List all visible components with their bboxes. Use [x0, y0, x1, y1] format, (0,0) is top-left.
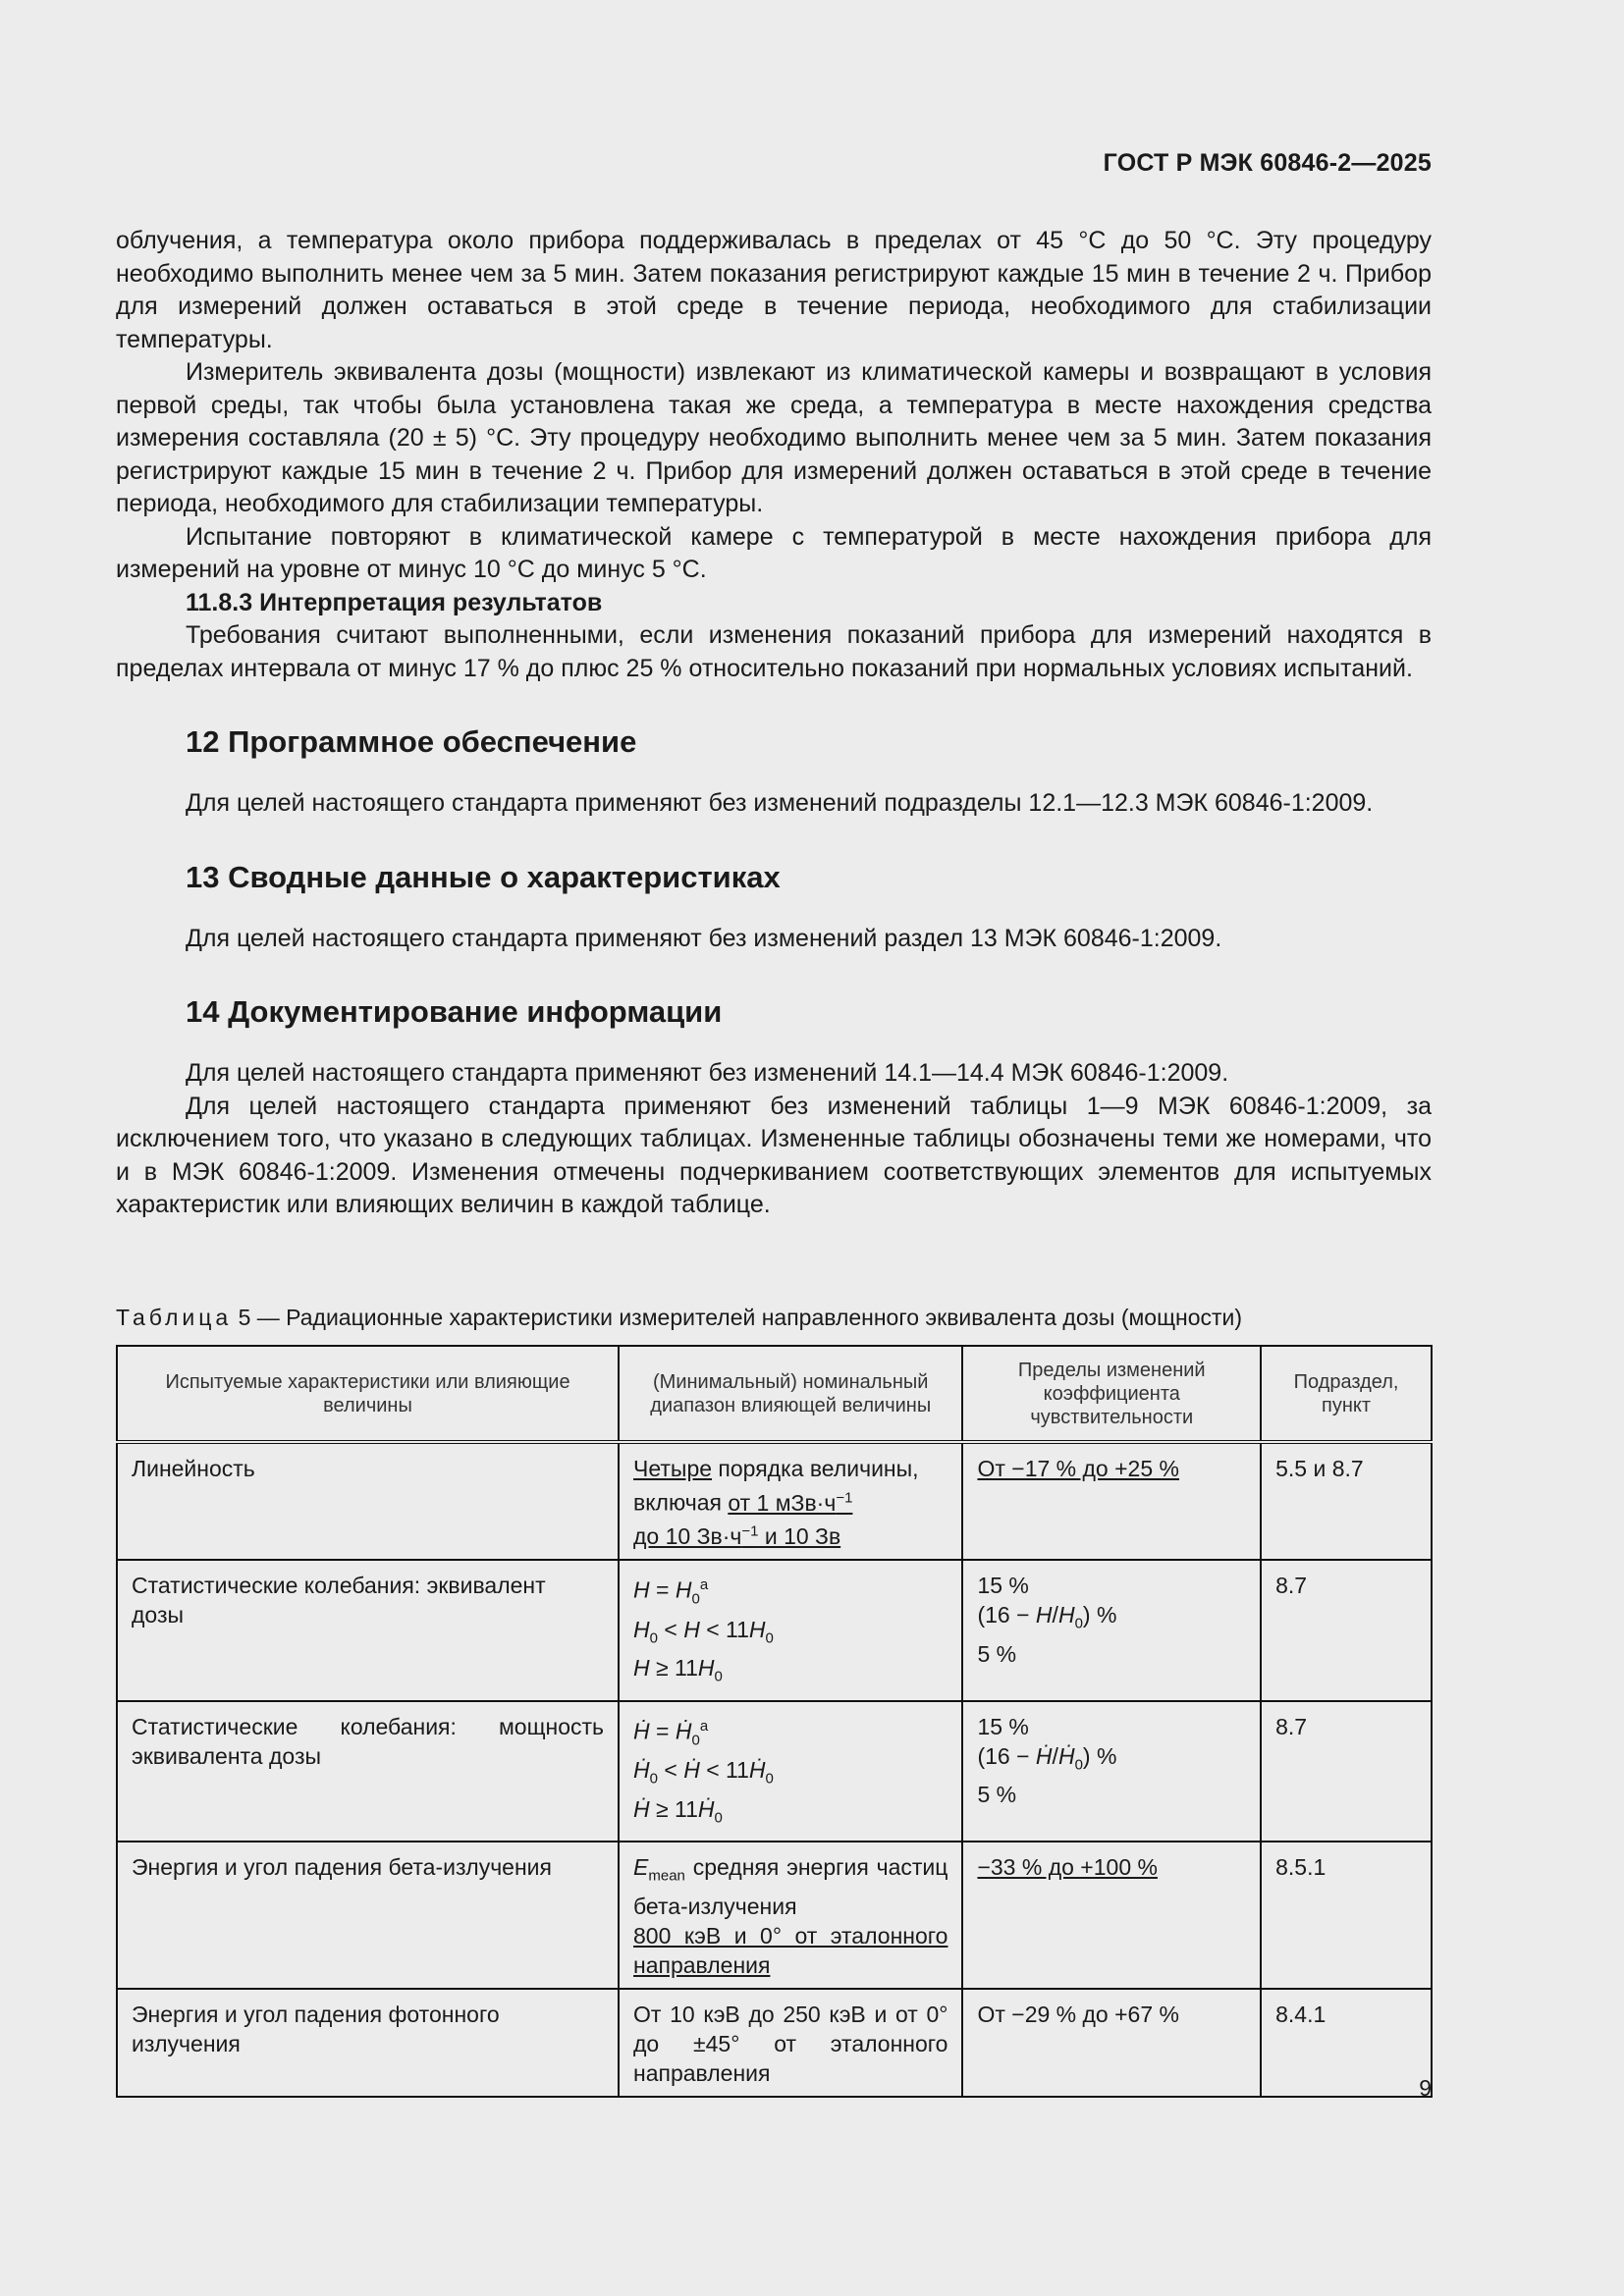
paragraph: Для целей настоящего стандарта применяют без изменений таблицы 1—9 МЭК 60846-1:2009, за исключением того, что указано в следующих таблицах. Измененные таблицы обозначены теми же номерами, что и в МЭК 60846-1:2009. Изменения отмечены подчеркиванием соответствующих элементов для испытуемых характеристик или влияющих величин в каждой таблице.: [116, 1092, 1432, 1218]
table-row: [117, 1842, 1432, 1989]
table-cell-limits: От −29 % до +67 %: [962, 1989, 1261, 2097]
table-cell-limits: 15 % $(16 - H/H_0)$ % 5 %: [962, 1560, 1261, 1700]
table-row: [117, 1701, 1432, 1842]
table-cell-clause: 8.4.1: [1261, 1989, 1432, 2097]
table-cell-range: Ḣ = Ḣ$_0^a$ Ḣ$_0$ < Ḣ < 11Ḣ$_0$ Ḣ ≥ 11Ḣ$_0$: [619, 1701, 962, 1842]
table-cell-range: $E_{mean}$ средняя энергия частиц бета-излучения 800 кэВ и 0° от эталонного направления: [619, 1842, 962, 1989]
table-cell-limits: −33 % до +100 %: [962, 1842, 1261, 1989]
table-row: [117, 1989, 1432, 2097]
table-cell-range: $H = H_0^a$ $H_0 < H < 11H_0$ $H \ge 11H_0$: [619, 1560, 962, 1700]
table-header-cell: Подраздел, пункт: [1261, 1346, 1432, 1442]
table-cell-characteristic: Статистические колебания: эквивалент дозы: [117, 1560, 619, 1700]
range-text: порядка величины, включая: [633, 1456, 919, 1516]
table-cell-limits: 15 % (16 − Ḣ/Ḣ$_0$) % 5 %: [962, 1701, 1261, 1842]
table-caption-label: Таблица: [116, 1305, 233, 1330]
range-text: до 10 $Зв\cdot ч^{-1}$ и 10 Зв: [633, 1522, 841, 1550]
section-title-12: 12 Программное обеспечение: [186, 724, 637, 759]
table-cell-range: От 10 кэВ до 250 кэВ и от 0° до ±45° от эталонного направления: [619, 1989, 962, 2097]
paragraph: Для целей настоящего стандарта применяют без изменений раздел 13 МЭК 60846-1:2009.: [186, 924, 1222, 952]
table-cell-clause: 8.5.1: [1261, 1842, 1432, 1989]
table-header-cell: Испытуемые характеристики или влияющие величины: [117, 1346, 619, 1442]
table-header-cell: (Минимальный) номинальный диапазон влияющей величины: [619, 1346, 962, 1442]
table-caption-text: 5 — Радиационные характеристики измерителей направленного эквивалента дозы (мощности): [238, 1305, 1243, 1330]
section-title-13: 13 Сводные данные о характеристиках: [186, 859, 781, 894]
subsection-title: 11.8.3 Интерпретация результатов: [186, 588, 603, 616]
table-cell-characteristic: Энергия и угол падения бета-излучения: [117, 1842, 619, 1989]
paragraph: облучения, а температура около прибора поддерживалась в пределах от 45 °C до 50 °C. Эту процедуру необходимо выполнить менее чем за 5 мин. Затем показания регистрируют каждые 15 мин в течение 2 ч. Прибор для измерений должен оставаться в этой среде в течение периода, необходимого для стабилизации температуры.: [116, 227, 1432, 353]
table-cell-range: [619, 1442, 962, 1560]
paragraph: Измеритель эквивалента дозы (мощности) извлекают из климатической камеры и возвращают в условия первой среды, так чтобы была установлена такая же среда, а температура в месте нахождения средства измерения составляла (20 ± 5) °C. Эту процедуру необходимо выполнить менее чем за 5 мин. Затем показания регистрируют каждые 15 мин в течение 2 ч. Прибор для измерений должен оставаться в этой среде в течение периода, необходимого для стабилизации температуры.: [116, 358, 1432, 517]
page-number: 9: [1419, 2075, 1432, 2101]
table-cell-characteristic: Энергия и угол падения фотонного излучения: [117, 1989, 619, 2097]
table-cell-characteristic: Статистические колебания: мощность эквивалента дозы: [117, 1701, 619, 1842]
characteristics-table: [116, 1345, 1433, 2098]
table-header-cell: Пределы изменений коэффициента чувствительности: [962, 1346, 1261, 1442]
table-row: [117, 1442, 1432, 1560]
table-cell-clause: 8.7: [1261, 1560, 1432, 1700]
table-cell-characteristic: Линейность: [117, 1442, 619, 1560]
table-cell-limits: От −17 % до +25 %: [962, 1442, 1261, 1560]
paragraph: Для целей настоящего стандарта применяют без изменений 14.1—14.4 МЭК 60846-1:2009.: [186, 1059, 1229, 1087]
table-header-row: [117, 1346, 1432, 1442]
table-cell-clause: 5.5 и 8.7: [1261, 1442, 1432, 1560]
document-code-header: ГОСТ Р МЭК 60846-2—2025: [1103, 149, 1432, 177]
range-text: Четыре: [633, 1456, 713, 1481]
table-caption: [116, 1305, 1242, 1331]
table-cell-clause: 8.7: [1261, 1701, 1432, 1842]
range-text: от 1 $мЗв\cdot ч^{-1}$: [728, 1489, 853, 1516]
body-text: [116, 225, 1432, 1222]
paragraph: Для целей настоящего стандарта применяют без изменений подразделы 12.1—12.3 МЭК 60846-1:2009.: [186, 789, 1374, 817]
section-title-14: 14 Документирование информации: [186, 994, 723, 1029]
paragraph: Требования считают выполненными, если изменения показаний прибора для измерений находятся в пределах интервала от минус 17 % до плюс 25 % относительно показаний при нормальных условиях испытаний.: [116, 621, 1432, 682]
paragraph: Испытание повторяют в климатической камере с температурой в месте нахождения прибора для измерений на уровне от минус 10 °C до минус 5 °C.: [116, 522, 1432, 583]
table-row: [117, 1560, 1432, 1700]
